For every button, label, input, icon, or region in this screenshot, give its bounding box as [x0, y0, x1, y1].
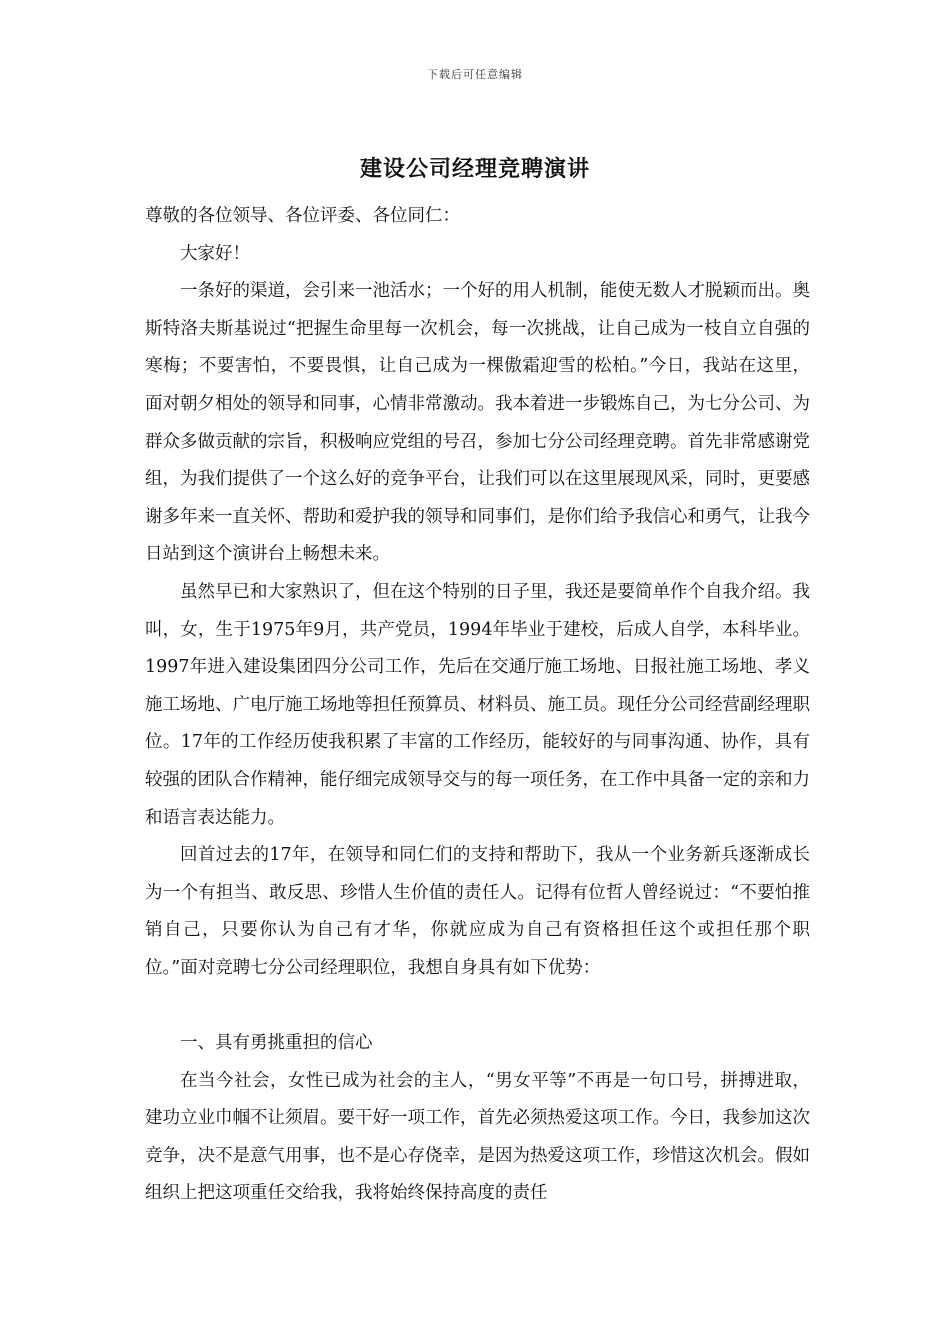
header-note: 下载后可任意编辑: [427, 68, 523, 81]
section-heading: 一、具有勇挑重担的信心: [180, 1033, 373, 1054]
paragraph: 虽然早已和大家熟识了，但在这个特别的日子里，我还是要简单作个自我介绍。我叫，女，生于1975年9月，共产党员，1994年毕业于建校，后成人自学，本科毕业。1997年进入建设集团四分公司工作，先后在交通厅施工场地、日报社施工场地、孝义施工场地、广电厅施工场地等担任预算员、材料员、施工员。现任分公司经营副经理职位。17年的工作经历使我积累了丰富的工作经历，能较好的与同事沟通、协作，具有较强的团队合作精神，能仔细完成领导交与的每一项任务，在工作中具备一定的亲和力和语言表达能力。: [145, 581, 810, 828]
section-paragraph: 在当今社会，女性已成为社会的主人，“男女平等”不再是一句口号，拼搏进取，建功立业巾帼不让须眉。要干好一项工作，首先必须热爱这项工作。今日，我参加这次竞争，决不是意气用事，也不是心存侥幸，是因为热爱这项工作，珍惜这次机会。假如组织上把这项重任交给我，我将始终保持高度的责任: [145, 1070, 810, 1204]
document-body: [145, 198, 810, 1213]
greeting: 大家好！: [180, 243, 250, 264]
salutation: 尊敬的各位领导、各位评委、各位同仁：: [145, 206, 460, 226]
paragraph: 回首过去的17年，在领导和同仁们的支持和帮助下，我从一个业务新兵逐渐成长为一个有担当、敢反思、珍惜人生价值的责任人。记得有位哲人曾经说过：“不要怕推销自己，只要你认为自己有才华，你就应成为自己有资格担任这个或担任那个职位。”面对竞聘七分公司经理职位，我想自身具有如下优势：: [145, 845, 810, 978]
document-title: 建设公司经理竞聘演讲: [359, 156, 590, 182]
paragraph: 一条好的渠道，会引来一池活水；一个好的用人机制，能使无数人才脱颖而出。奥斯特洛夫斯基说过“把握生命里每一次机会，每一次挑战，让自己成为一枝自立自强的寒梅；不要害怕，不要畏惧，让自己成为一棵傲霜迎雪的松柏。”今日，我站在这里，面对朝夕相处的领导和同事，心情非常激动。我本着进一步锻炼自己，为七分公司、为群众多做贡献的宗旨，积极响应党组的号召，参加七分公司经理竞聘。首先非常感谢党组，为我们提供了一个这么好的竞争平台，让我们可以在这里展现风采，同时，更要感谢多年来一直关怀、帮助和爱护我的领导和同事们，是你们给予我信心和勇气，让我今日站到这个演讲台上畅想未来。: [145, 281, 810, 565]
